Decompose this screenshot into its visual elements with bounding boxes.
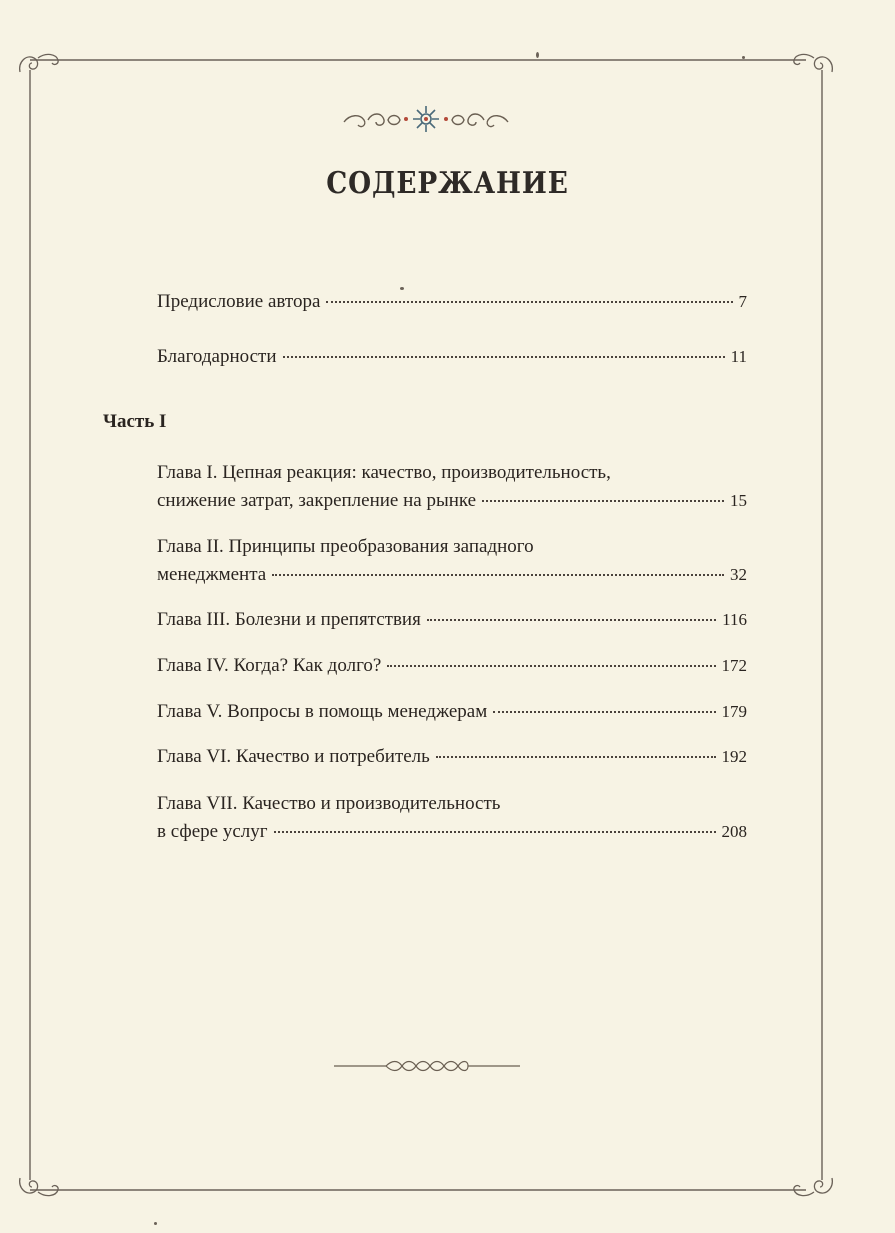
toc-entry-line1: Глава I. Цепная реакция: качество, производительность, [157,462,611,483]
toc-entry-line1: Глава II. Принципы преобразования западного [157,536,534,557]
dot-leader [427,618,716,621]
corner-flourish-top-right [794,54,832,72]
corner-flourish-bottom-left [20,1178,58,1196]
print-speck [536,52,539,58]
toc-entry-chapter-7 [157,790,747,846]
toc-entry-label: Глава IV. Когда? Как долго? [157,655,382,676]
toc-entry-acknowledgements [157,343,747,371]
toc-entry-label: в сфере услуг [157,821,268,842]
toc-entry-label: менеджмента [157,564,267,585]
toc-entry-page: 15 [730,491,747,510]
print-speck [400,287,404,290]
toc-entry-page: 32 [730,565,747,584]
dot-leader [272,573,724,576]
page-title: СОДЕРЖАНИЕ [326,166,569,201]
toc-entry-page: 7 [738,292,747,311]
toc-entry-chapter-3 [157,606,747,634]
top-ornament [338,100,514,138]
dot-leader [436,755,716,758]
toc-entry-chapter-5 [157,698,747,726]
dot-leader [387,664,715,667]
toc-entry-label: Глава VI. Качество и потребитель [157,746,430,767]
print-speck [154,1222,157,1225]
toc-entry-line1: Глава VII. Качество и производительность [157,793,501,814]
toc-entry-page: 179 [721,702,747,721]
corner-flourish-bottom-right [794,1178,832,1196]
dot-leader [482,499,724,502]
toc-entry-chapter-6 [157,743,747,771]
toc-entry-preface [157,288,747,316]
part-heading: Часть I [103,411,167,432]
corner-flourish-top-left [20,54,58,72]
toc-entry-chapter-2 [157,533,747,589]
dot-leader [274,830,716,833]
bottom-ornament [334,1055,520,1077]
toc-entry-label: снижение затрат, закрепление на рынке [157,490,477,511]
toc-entry-page: 172 [721,656,747,675]
toc-entry-page: 116 [722,610,747,629]
dot-leader [493,710,715,713]
dot-leader [326,300,732,303]
print-speck [742,56,745,59]
toc-entry-page: 208 [721,822,747,841]
toc-entry-page: 192 [721,747,747,766]
toc-entry-label: Предисловие автора [157,291,321,312]
toc-entry-chapter-1 [157,459,747,515]
toc-entry-label: Глава III. Болезни и препятствия [157,609,421,630]
toc-entry-page: 11 [730,347,747,366]
toc-entry-label: Глава V. Вопросы в помощь менеджерам [157,701,488,722]
toc-entry-chapter-4 [157,652,747,680]
toc-entry-label: Благодарности [157,346,277,367]
dot-leader [283,355,725,358]
